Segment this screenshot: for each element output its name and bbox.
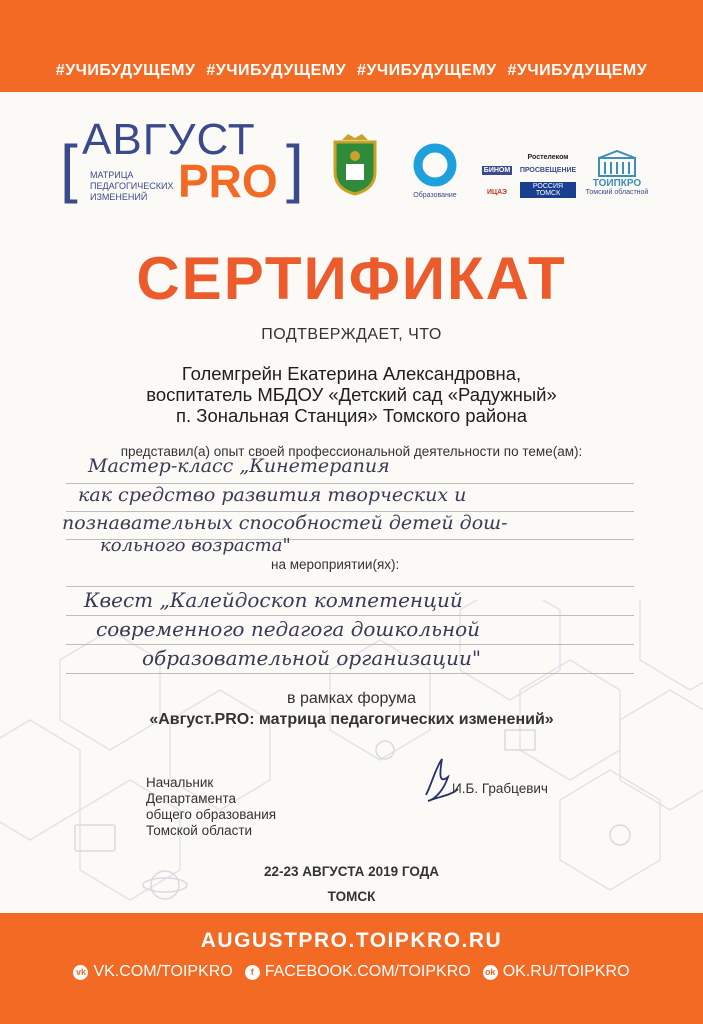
topic-handwriting-1: Мастер-класс „Кинетерапия [88, 455, 390, 477]
certificate-title: СЕРТИФИКАТ [136, 245, 567, 312]
event-handwriting-1: Квест „Калейдоскоп компетенций [84, 588, 463, 612]
toipkro-logo [582, 138, 652, 208]
topic-handwriting-2: как средство развития творческих и [78, 484, 467, 506]
event-city: ТОМСК [327, 889, 376, 904]
logo-bracket-right: ] [286, 132, 304, 204]
event-handwriting-2: современного педагога дошкольной [96, 617, 481, 641]
recipient-position: воспитатель МБДОУ «Детский сад «Радужный» [146, 384, 557, 405]
prosveshchenie-label: ПРОСВЕЩЕНИЕ [519, 167, 577, 174]
vk-link[interactable] [73, 963, 232, 981]
hashtags: #УЧИБУДУЩЕМУ #УЧИБУДУЩЕМУ #УЧИБУДУЩЕМУ #УЧИБУДУЩЕМУ [55, 62, 648, 79]
augustpro-logo [60, 115, 310, 216]
ok-icon: ok [483, 965, 498, 980]
logo-tagline [90, 170, 174, 203]
signer-name: И.Б. Грабцевич [452, 781, 548, 796]
signer-position-4: Томской области [146, 823, 253, 838]
obrazovanie-logo [406, 132, 464, 208]
forum-title: «Август.PRO: матрица педагогических изменений» [149, 711, 554, 728]
rostelecom-logo [520, 146, 576, 206]
event-line-1 [66, 586, 634, 587]
facebook-link[interactable] [245, 963, 471, 981]
iceh-label: ИЦАЭ [486, 189, 507, 196]
recipient-name: Големгрейн Екатерина Александровна, [181, 363, 522, 384]
topic-handwriting-3: познавательных способностей детей дош- [62, 512, 508, 534]
recipient-location: п. Зональная Станция» Томского района [175, 405, 528, 426]
signer-position [146, 775, 276, 839]
signer-position-2: Департамента [146, 791, 237, 806]
russia-tomsk-label: РОССИЯ ТОМСК [520, 182, 576, 198]
event-line-3 [66, 644, 634, 645]
obrazovanie-label: Образование [413, 191, 457, 199]
top-banner [0, 0, 703, 92]
rostelecom-label: Ростелеком [527, 154, 569, 161]
logo-tagline-1: МАТРИЦА [90, 170, 134, 180]
event-line-2 [66, 615, 634, 616]
event-label: на мероприятии(ях): [271, 557, 400, 572]
ok-label: OK.RU/TOIPKRO [502, 963, 630, 980]
event-dates: 22-23 АВГУСТА 2019 ГОДА [263, 864, 440, 879]
topic-handwriting-4: кольного возраста" [100, 535, 291, 556]
event-handwriting-3: образовательной организации" [142, 646, 482, 670]
vk-icon: vk [73, 965, 88, 980]
within-text: в рамках форума [287, 690, 416, 707]
confirm-text: ПОДТВЕРЖДАЕТ, ЧТО [261, 326, 442, 343]
logo-tagline-2: ПЕДАГОГИЧЕСКИХ [90, 181, 174, 191]
presented-text: представил(а) опыт своей профессиональной деятельности по теме(ам): [120, 444, 583, 459]
tomsk-coat-of-arms-icon [330, 130, 380, 200]
building-icon [597, 150, 637, 178]
ok-link[interactable] [483, 963, 630, 981]
partner-logos [330, 130, 675, 210]
signer-position-3: общего образования [146, 807, 277, 822]
toipkro-label: ТОИПКРО [592, 178, 642, 189]
logo-bracket-left: [ [60, 132, 78, 204]
bottom-banner [0, 913, 703, 1024]
recipient-block [0, 363, 703, 426]
social-links [0, 963, 703, 981]
vk-label: VK.COM/TOIPKRO [93, 963, 233, 980]
event-line-4 [66, 673, 634, 674]
facebook-icon: f [245, 965, 260, 980]
logo-tagline-3: ИЗМЕНЕНИЙ [90, 192, 148, 202]
binom-logo [476, 156, 518, 206]
binom-label: БИНОМ [483, 167, 511, 174]
logo-word: АВГУСТ [82, 115, 256, 164]
facebook-label: FACEBOOK.COM/TOIPKRO [264, 963, 471, 980]
site-url[interactable]: AUGUSTPRO.TOIPKRO.RU [200, 929, 503, 952]
logo-pro: PRO [178, 155, 278, 207]
ring-icon [412, 142, 458, 188]
signer-position-1: Начальник [146, 775, 214, 790]
toipkro-sub-label: Томский областной [585, 189, 649, 196]
